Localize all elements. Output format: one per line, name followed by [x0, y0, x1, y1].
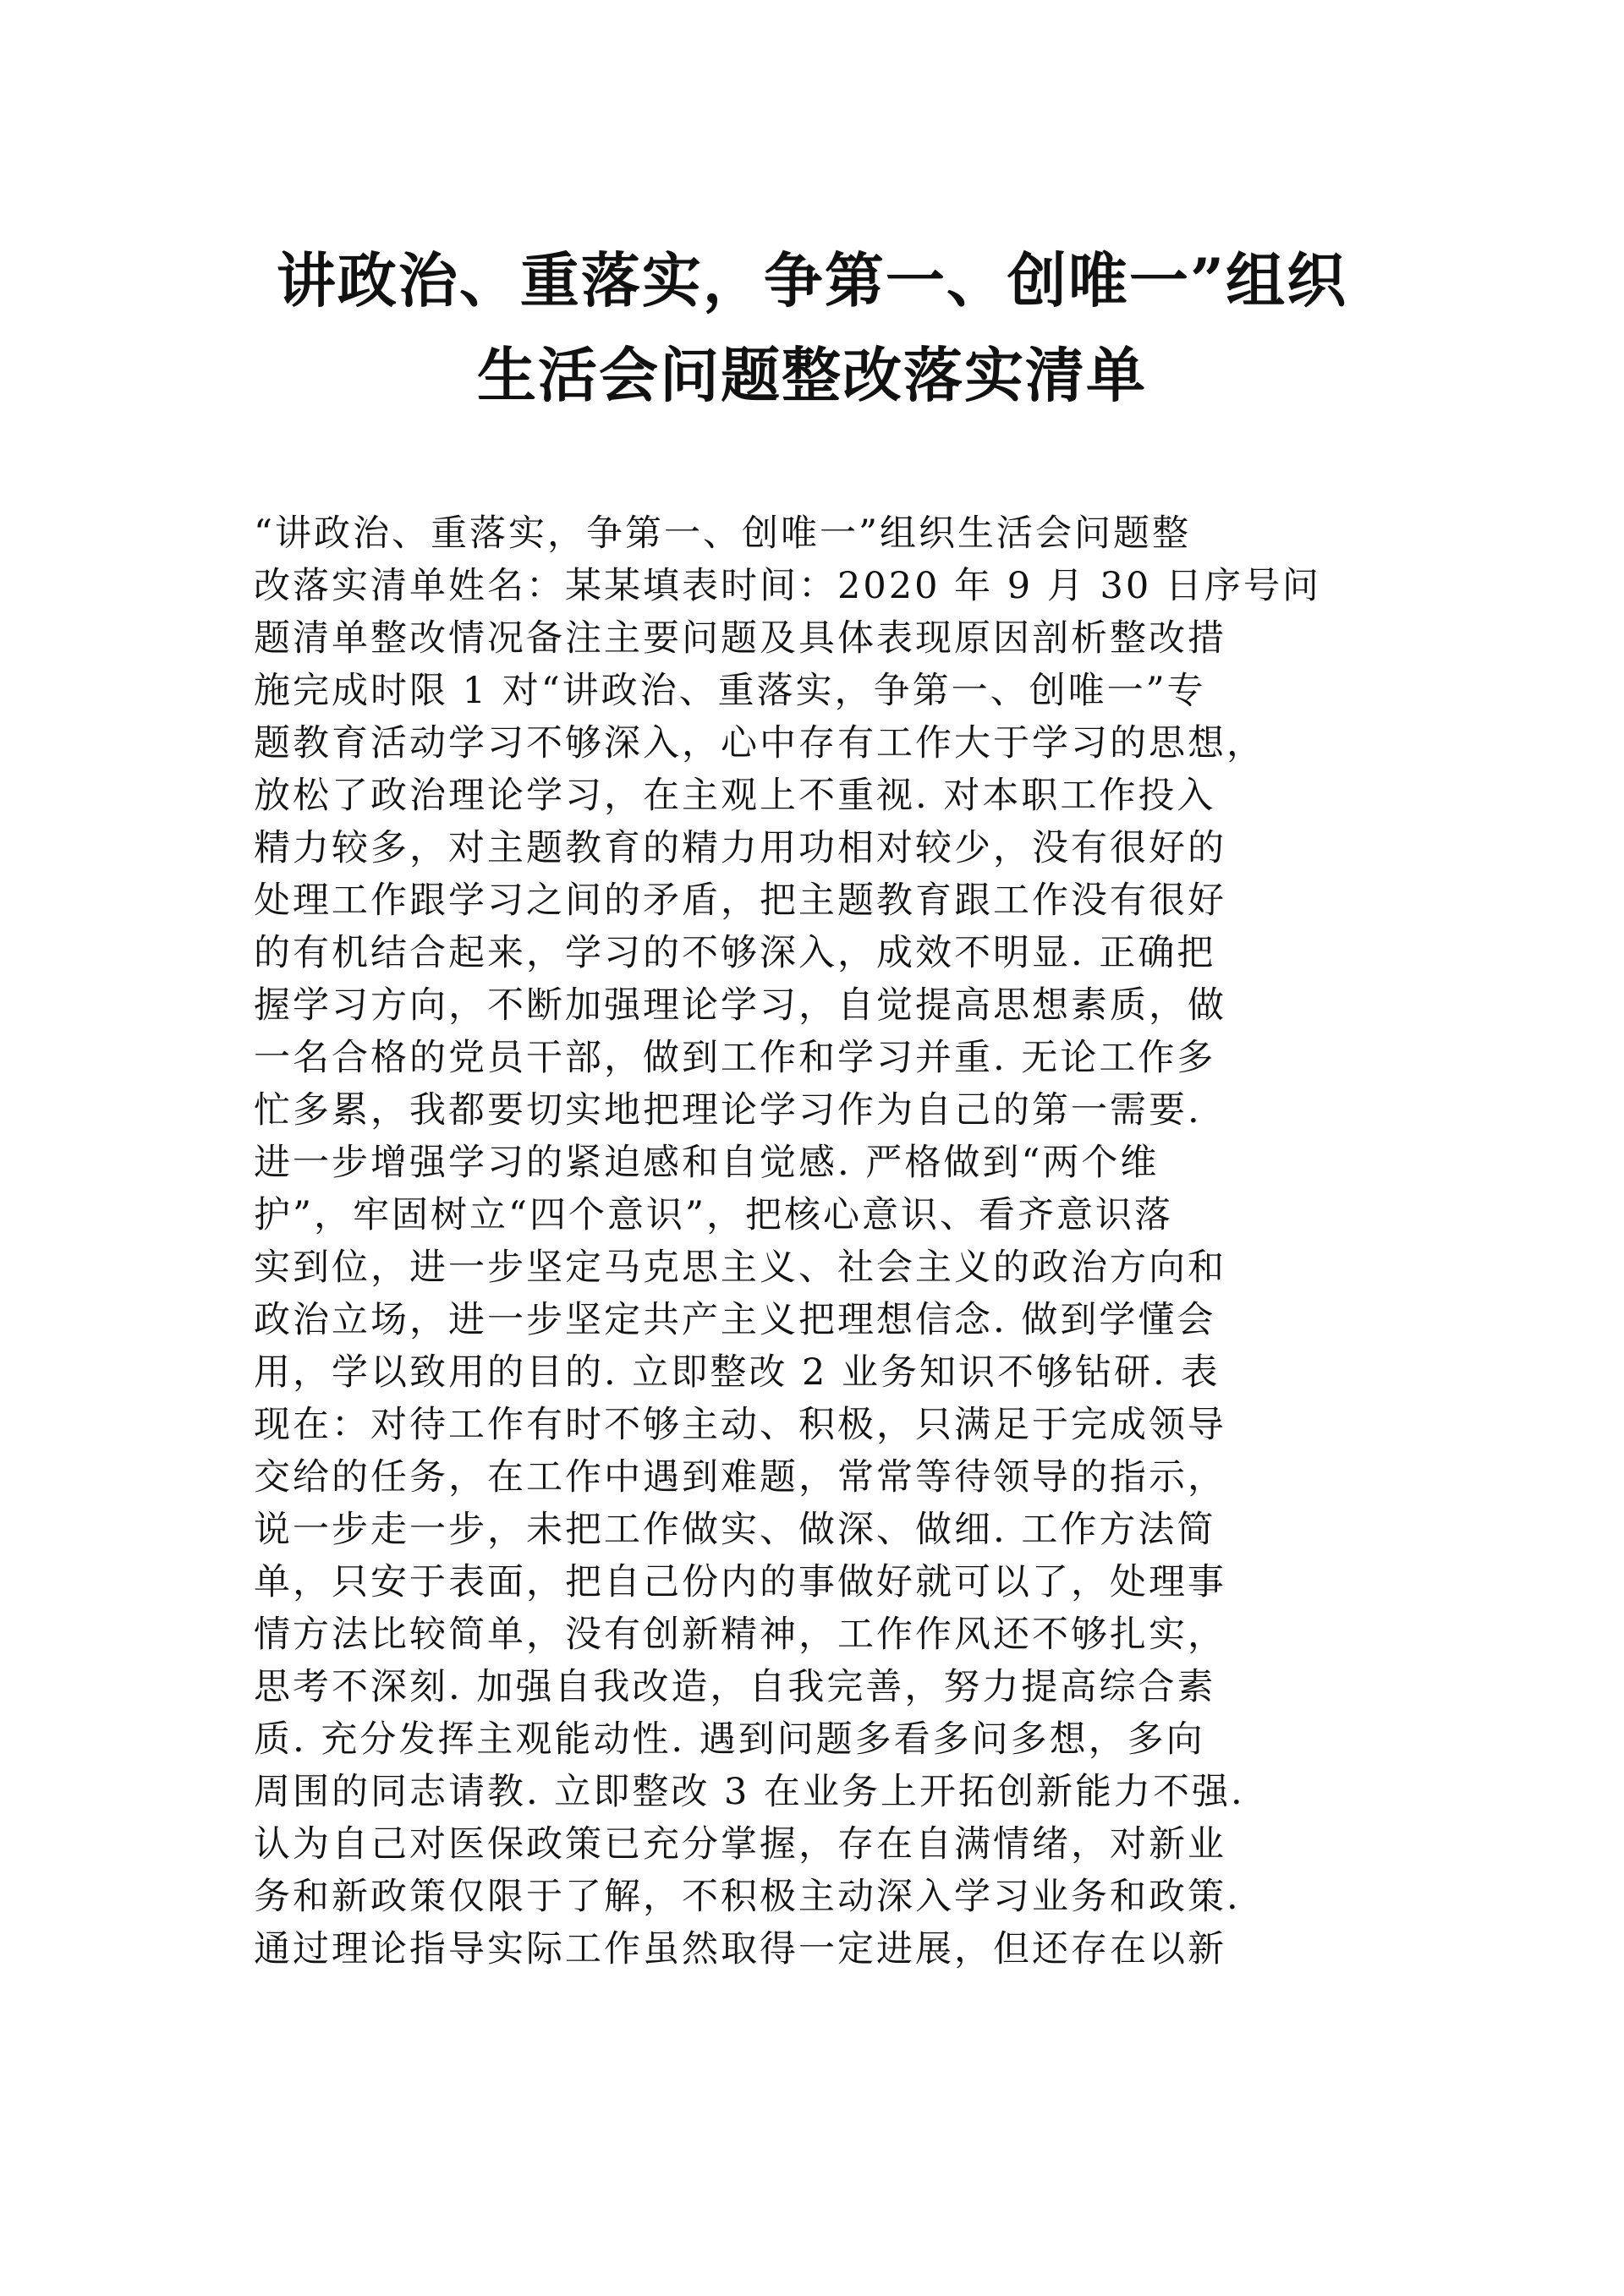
body-line: 忙多累，我都要切实地把理论学习作为自己的第一需要. — [254, 1089, 1202, 1132]
body-line: 题清单整改情况备注主要问题及具体表现原因剖析整改措 — [254, 617, 1226, 660]
body-line: 题教育活动学习不够深入，心中存有工作大于学习的思想， — [254, 722, 1265, 764]
body-line: 改落实清单姓名：某某填表时间：2020 年 9 月 30 日序号问 — [254, 565, 1321, 607]
body-line: 政治立场，进一步坚定共产主义把理想信念. 做到学懂会 — [254, 1299, 1216, 1341]
body-line: 进一步增强学习的紧迫感和自觉感. 严格做到“两个维 — [254, 1142, 1160, 1184]
body-line: 一名合格的党员干部，做到工作和学习并重. 无论工作多 — [254, 1037, 1216, 1079]
body-line: 质. 充分发挥主观能动性. 遇到问题多看多问多想，多向 — [254, 1718, 1205, 1761]
body-line: 说一步走一步，未把工作做实、做深、做细. 工作方法简 — [254, 1509, 1216, 1551]
body-line: 握学习方向，不断加强理论学习，自觉提高思想素质，做 — [254, 984, 1226, 1027]
title-line-1: 讲政治、重落实，争第一、创唯一”组织 — [276, 245, 1348, 315]
body-line: 通过理论指导实际工作虽然取得一定进展，但还存在以新 — [254, 1928, 1226, 1970]
body-line: 精力较多，对主题教育的精力用功相对较少，没有很好的 — [254, 827, 1226, 869]
body-line: 认为自己对医保政策已充分掌握，存在自满情绪，对新业 — [254, 1823, 1226, 1866]
body-line: 单，只安于表面，把自己份内的事做好就可以了，处理事 — [254, 1561, 1226, 1603]
body-line: 周围的同志请教. 立即整改 3 在业务上开拓创新能力不强. — [254, 1771, 1245, 1813]
body-line: “讲政治、重落实，争第一、创唯一”组织生活会问题整 — [254, 512, 1191, 555]
document-body — [254, 507, 1387, 1975]
body-line: 现在：对待工作有时不够主动、积极，只满足于完成领导 — [254, 1404, 1226, 1446]
body-line: 情方法比较简单，没有创新精神，工作作风还不够扎实， — [254, 1614, 1226, 1656]
body-line: 实到位，进一步坚定马克思主义、社会主义的政治方向和 — [254, 1247, 1226, 1289]
body-line: 用，学以致用的目的. 立即整改 2 业务知识不够钻研. 表 — [254, 1351, 1221, 1394]
title-line-2: 生活会问题整改落实清单 — [477, 340, 1147, 410]
body-line: 处理工作跟学习之间的矛盾，把主题教育跟工作没有很好 — [254, 879, 1226, 922]
body-line: 护”，牢固树立“四个意识”，把核心意识、看齐意识落 — [254, 1194, 1173, 1236]
body-line: 放松了政治理论学习，在主观上不重视. 对本职工作投入 — [254, 775, 1216, 817]
body-line: 思考不深刻. 加强自我改造，自我完善，努力提高综合素 — [254, 1666, 1216, 1708]
document-title — [152, 233, 1472, 423]
body-line: 的有机结合起来，学习的不够深入，成效不明显. 正确把 — [254, 932, 1216, 974]
body-line: 施完成时限 1 对“讲政治、重落实，争第一、创唯一”专 — [254, 670, 1206, 712]
body-line: 交给的任务，在工作中遇到难题，常常等待领导的指示， — [254, 1456, 1226, 1499]
body-line: 务和新政策仅限于了解，不积极主动深入学习业务和政策. — [254, 1876, 1241, 1918]
